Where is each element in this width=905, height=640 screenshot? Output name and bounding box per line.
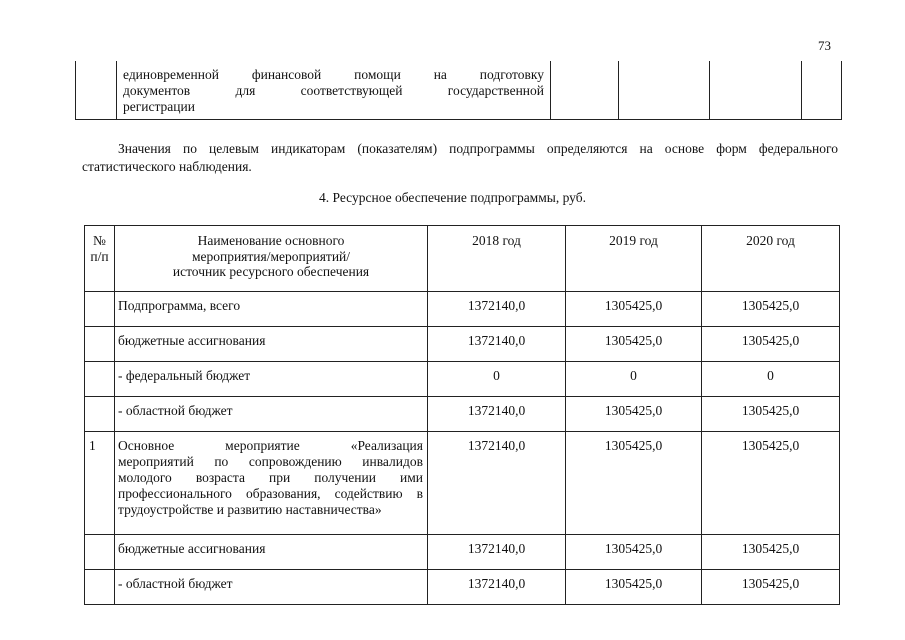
table-row: 1 Основное мероприятие «Реализация мероприятий по сопровождению инвалидов молодого возраста при получении ими профессионального образования, содействию в трудоустройстве и развитию наставничества» 1372140,0 1305425,0 1305425,0 — [85, 432, 840, 535]
header-name: Наименование основного мероприятия/мероприятий/ источник ресурсного обеспечения — [115, 226, 428, 292]
header-num: № п/п — [85, 226, 115, 292]
table-row: - областной бюджет 1372140,0 1305425,0 1305425,0 — [85, 397, 840, 432]
header-2019: 2019 год — [566, 226, 702, 292]
resource-table — [84, 225, 840, 605]
main-activity-name: Основное мероприятие «Реализация мероприятий по сопровождению инвалидов молодого возраста при получении ими профессионального образования, содействию в трудоустройстве и развитию наставничества» — [115, 432, 428, 535]
continuation-text: единовременной финансовой помощи на подготовку документов для соответствующей государственной регистрации — [117, 61, 551, 120]
header-2020: 2020 год — [702, 226, 840, 292]
table-row: Подпрограмма, всего 1372140,0 1305425,0 1305425,0 — [85, 292, 840, 327]
table-row: - федеральный бюджет 0 0 0 — [85, 362, 840, 397]
table-row: бюджетные ассигнования 1372140,0 1305425,0 1305425,0 — [85, 327, 840, 362]
indicators-paragraph: Значения по целевым индикаторам (показателям) подпрограммы определяются на основе форм федерального статистического наблюдения. — [82, 141, 838, 174]
section-heading: 4. Ресурсное обеспечение подпрограммы, руб. — [319, 190, 586, 205]
header-2018: 2018 год — [428, 226, 566, 292]
page-number: 73 — [818, 38, 831, 53]
table-row: бюджетные ассигнования 1372140,0 1305425,0 1305425,0 — [85, 535, 840, 570]
table-row: - областной бюджет 1372140,0 1305425,0 1305425,0 — [85, 570, 840, 605]
table-row — [76, 61, 842, 120]
continuation-table — [75, 61, 842, 120]
table-header-row — [85, 226, 840, 292]
